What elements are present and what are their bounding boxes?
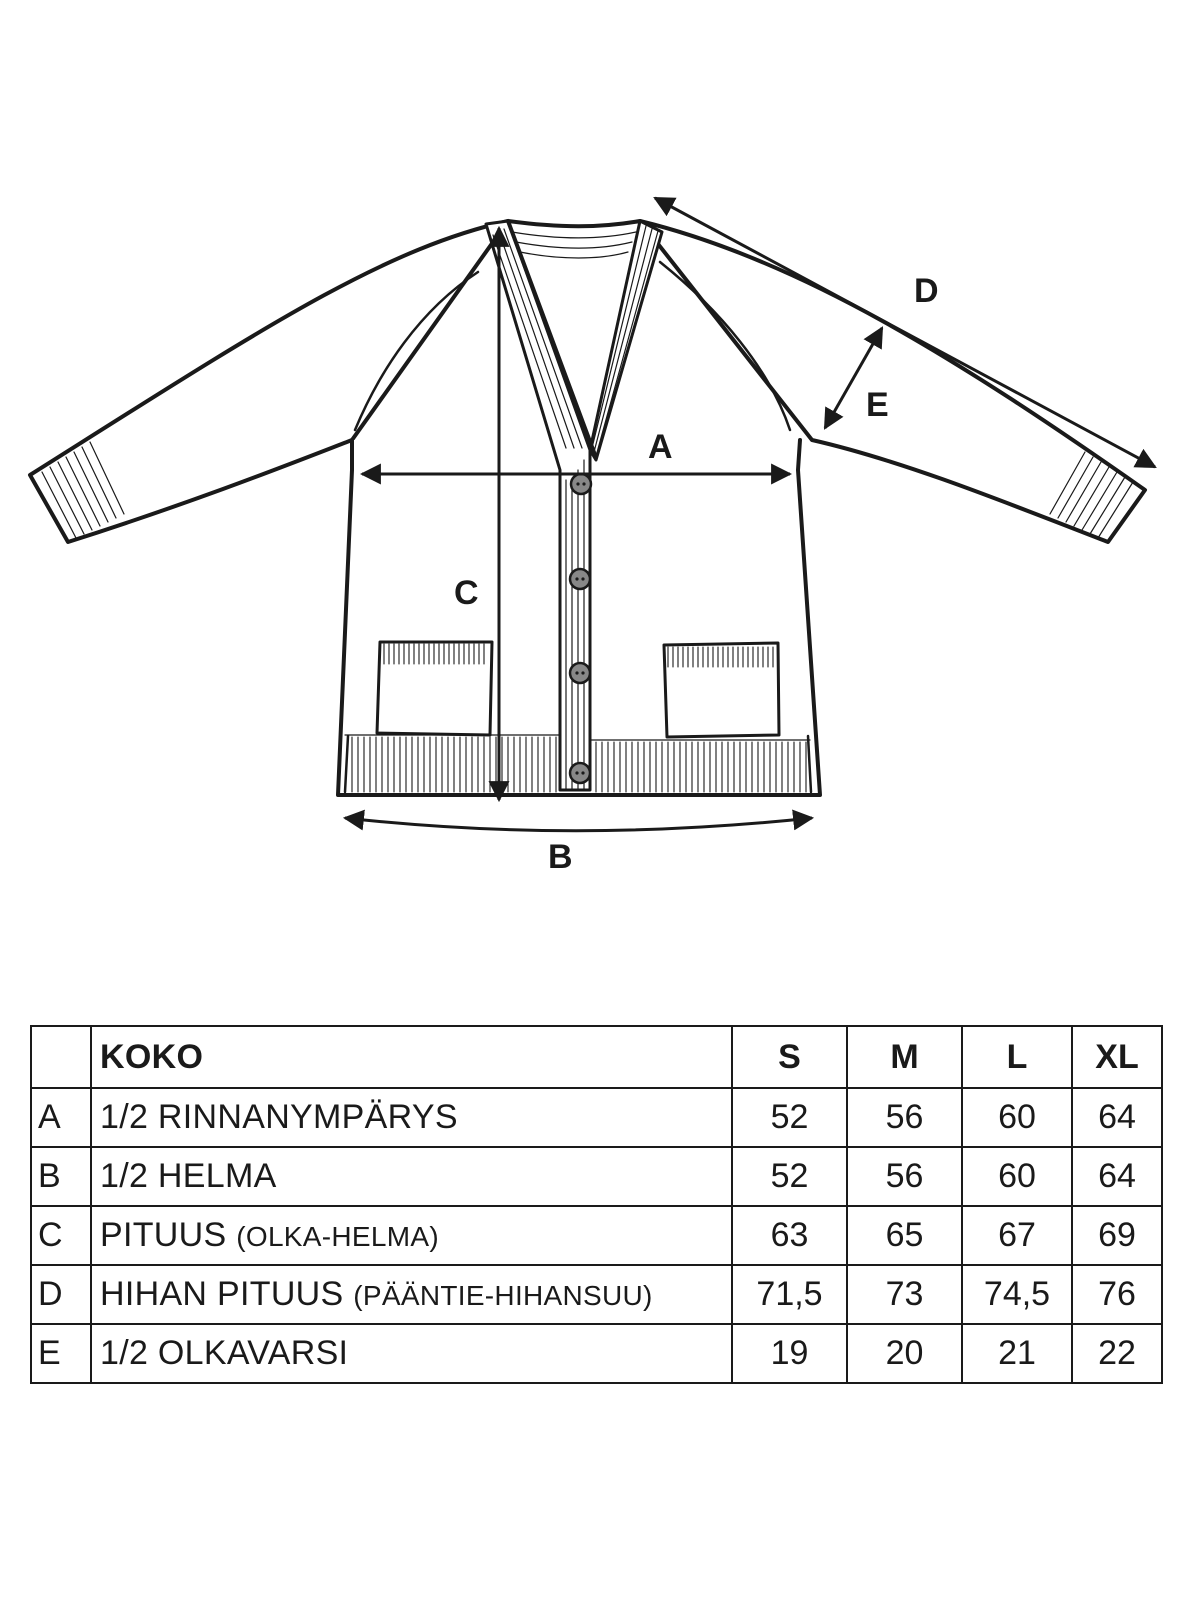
value-cell: 21	[962, 1324, 1072, 1383]
value-cell: 22	[1072, 1324, 1162, 1383]
value-cell: 52	[732, 1088, 847, 1147]
row-letter: D	[31, 1265, 91, 1324]
value-cell: 60	[962, 1088, 1072, 1147]
value-cell: 64	[1072, 1088, 1162, 1147]
header-letter-cell	[31, 1026, 91, 1088]
table-header-row	[31, 1026, 1162, 1088]
header-title: KOKO	[91, 1026, 732, 1088]
value-cell: 69	[1072, 1206, 1162, 1265]
value-cell: 67	[962, 1206, 1072, 1265]
right-pocket	[664, 643, 779, 737]
header-size-s: S	[732, 1026, 847, 1088]
table-row	[31, 1147, 1162, 1206]
value-cell: 73	[847, 1265, 962, 1324]
button-1	[571, 474, 591, 494]
table-row	[31, 1265, 1162, 1324]
header-size-l: L	[962, 1026, 1072, 1088]
table-row	[31, 1088, 1162, 1147]
row-letter: B	[31, 1147, 91, 1206]
label-c: C	[454, 574, 479, 612]
row-label: 1/2 OLKAVARSI	[91, 1324, 732, 1383]
value-cell: 65	[847, 1206, 962, 1265]
value-cell: 56	[847, 1088, 962, 1147]
label-b: B	[548, 838, 573, 876]
row-label: PITUUS (OLKA-HELMA)	[91, 1206, 732, 1265]
button-4	[570, 763, 590, 783]
row-letter: C	[31, 1206, 91, 1265]
measure-b-arrow	[345, 818, 812, 831]
header-size-m: M	[847, 1026, 962, 1088]
label-a: A	[648, 428, 673, 466]
value-cell: 60	[962, 1147, 1072, 1206]
row-label: HIHAN PITUUS (PÄÄNTIE-HIHANSUU)	[91, 1265, 732, 1324]
value-cell: 56	[847, 1147, 962, 1206]
button-2	[570, 569, 590, 589]
header-size-xl: XL	[1072, 1026, 1162, 1088]
value-cell: 76	[1072, 1265, 1162, 1324]
value-cell: 52	[732, 1147, 847, 1206]
back-neckline	[508, 221, 640, 226]
row-letter: A	[31, 1088, 91, 1147]
value-cell: 19	[732, 1324, 847, 1383]
value-cell: 63	[732, 1206, 847, 1265]
label-d: D	[914, 272, 939, 310]
value-cell: 20	[847, 1324, 962, 1383]
button-3	[570, 663, 590, 683]
row-label: 1/2 RINNANYMPÄRYS	[91, 1088, 732, 1147]
size-table	[30, 1025, 1163, 1384]
value-cell: 71,5	[732, 1265, 847, 1324]
row-letter: E	[31, 1324, 91, 1383]
table-row	[31, 1324, 1162, 1383]
table-row	[31, 1206, 1162, 1265]
value-cell: 64	[1072, 1147, 1162, 1206]
value-cell: 74,5	[962, 1265, 1072, 1324]
label-e: E	[866, 386, 889, 424]
row-label: 1/2 HELMA	[91, 1147, 732, 1206]
